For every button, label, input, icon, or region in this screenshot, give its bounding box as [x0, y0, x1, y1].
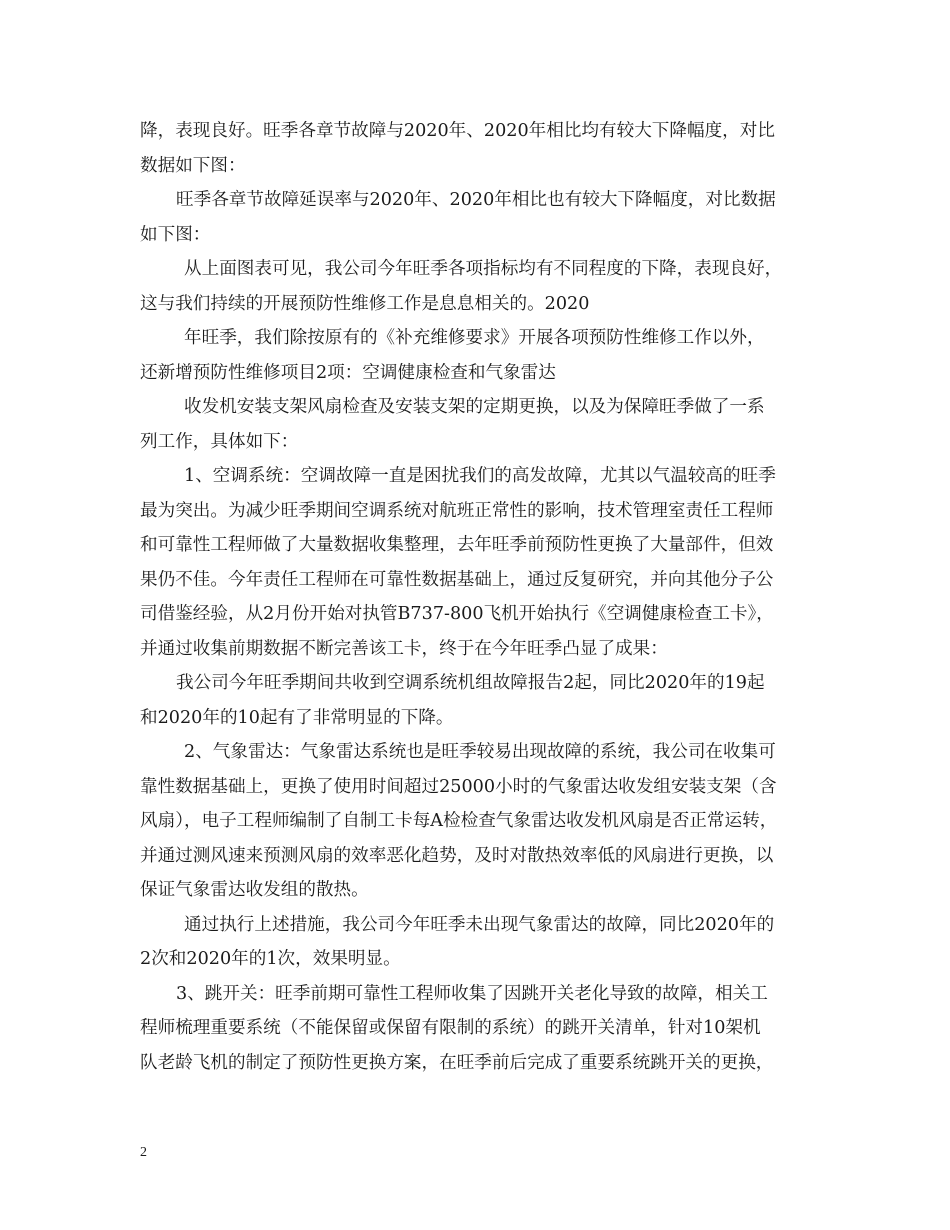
text-line: 旺季各章节故障延误率与2020年、2020年相比也有较大下降幅度，对比数据 [176, 190, 776, 210]
text-line: 并通过收集前期数据不断完善该工卡，终于在今年旺季凸显了成果： [140, 638, 668, 659]
text-line: 列工作，具体如下： [140, 431, 299, 452]
text-line: 风扇），电子工程师编制了自制工卡每A检检查气象雷达收发机风扇是否正常运转， [140, 811, 778, 831]
text-line: 队老龄飞机的制定了预防性更换方案，在旺季前后完成了重要系统跳开关的更换， [140, 1052, 774, 1073]
text-line: 如下图： [140, 224, 211, 245]
text-line: 和2020年的10起有了非常明显的下降。 [140, 707, 454, 728]
text-line: 2次和2020年的1次，效果明显。 [140, 949, 401, 969]
text-line: 从上面图表可见，我公司今年旺季各项指标均有不同程度的下降，表现良好， [184, 259, 783, 279]
text-line: 数据如下图： [140, 155, 246, 176]
text-line: 和可靠性工程师做了大量数据收集整理，去年旺季前预防性更换了大量部件，但效 [140, 535, 774, 555]
document-body [140, 114, 812, 1080]
text-line: 靠性数据基础上，更换了使用时间超过25000小时的气象雷达收发组安装支架（含 [140, 776, 777, 797]
text-line: 程师梳理重要系统（不能保留或保留有限制的系统）的跳开关清单，针对10架机 [140, 1018, 761, 1038]
text-line: 2、气象雷达：气象雷达系统也是旺季较易出现故障的系统，我公司在收集可 [184, 742, 776, 762]
text-line: 3、跳开关：旺季前期可靠性工程师收集了因跳开关老化导致的故障，相关工 [176, 983, 768, 1004]
text-line: 最为突出。为减少旺季期间空调系统对航班正常性的影响，技术管理室责任工程师 [140, 500, 774, 521]
text-line: 果仍不佳。今年责任工程师在可靠性数据基础上，通过反复研究，并向其他分子公 [140, 569, 774, 590]
text-line: 还新增预防性维修项目2项：空调健康检查和气象雷达 [140, 362, 556, 383]
text-line: 保证气象雷达收发组的散热。 [140, 880, 369, 900]
text-line: 司借鉴经验，从2月份开始对执管B737-800飞机开始执行《空调健康检查工卡》， [140, 604, 774, 624]
text-line: 收发机安装支架风扇检查及安装支架的定期更换，以及为保障旺季做了一系 [184, 397, 765, 417]
page-number: 2 [140, 1145, 147, 1160]
text-line: 降，表现良好。旺季各章节故障与2020年、2020年相比均有较大下降幅度，对比 [140, 121, 775, 141]
text-line: 并通过测风速来预测风扇的效率恶化趋势，及时对散热效率低的风扇进行更换，以 [140, 845, 774, 866]
text-line: 通过执行上述措施，我公司今年旺季未出现气象雷达的故障，同比2020年的 [184, 914, 775, 935]
text-line: 1、空调系统：空调故障一直是困扰我们的高发故障，尤其以气温较高的旺季 [184, 466, 776, 486]
text-line: 我公司今年旺季期间共收到空调系统机组故障报告2起，同比2020年的19起 [176, 673, 765, 693]
text-line: 这与我们持续的开展预防性维修工作是息息相关的。2020 [140, 293, 590, 314]
text-line: 年旺季，我们除按原有的《补充维修要求》开展各项预防性维修工作以外， [184, 328, 765, 348]
